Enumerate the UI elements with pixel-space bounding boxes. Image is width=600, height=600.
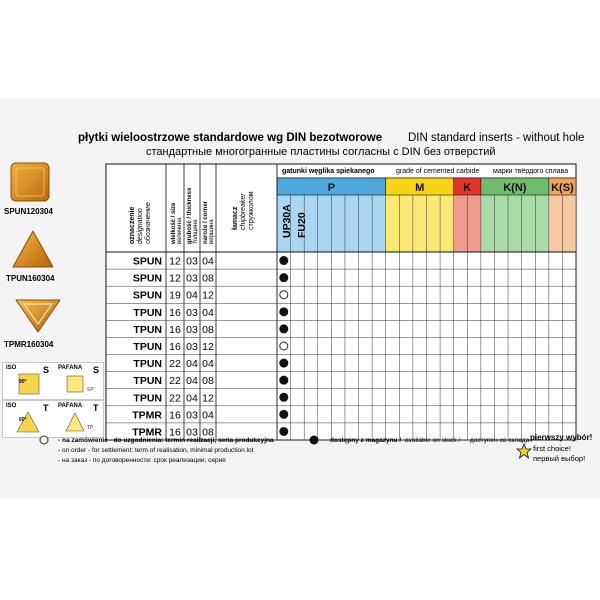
pafana-letter: S xyxy=(93,365,100,375)
stock-dot xyxy=(279,324,288,333)
legend-first-ru: первый выбор! xyxy=(533,454,586,463)
row-size: 12 xyxy=(169,255,181,268)
row-corner: 12 xyxy=(202,289,214,302)
pafana-label: PAFANA xyxy=(58,403,83,409)
header-designation-en: designation xyxy=(137,208,144,244)
legend-first-en: first choice! xyxy=(533,444,571,453)
row-thickness: 04 xyxy=(186,375,198,388)
header-grade-pl: gatunki węglika spiekanego xyxy=(282,168,375,175)
header-corner: naroże / corner xyxy=(203,200,209,244)
header-designation-pl: oznaczenie xyxy=(129,206,136,244)
row-size: 16 xyxy=(169,306,181,319)
row-corner: 04 xyxy=(202,358,214,371)
stock-dot xyxy=(279,256,288,265)
angle-label: 60° xyxy=(19,417,27,423)
row-type: SPUN xyxy=(132,289,162,302)
title-english: DIN standard inserts - without hole xyxy=(408,132,585,144)
grade-column-band xyxy=(481,195,549,252)
row-thickness: 03 xyxy=(186,426,198,439)
legend-order-ru: - на заказ - по договоренности: срок реализации, серия xyxy=(58,457,226,464)
group-header-label: K xyxy=(463,182,472,194)
header-designation-ru: обозначение xyxy=(145,202,152,244)
iso-label: ISO xyxy=(6,365,17,371)
insert-label-tpun: TPUN160304 xyxy=(6,274,55,283)
stock-dot xyxy=(279,307,288,316)
title-polish: płytki wieloostrzowe standardowe wg DIN bezotworowe xyxy=(78,132,383,144)
row-thickness: 03 xyxy=(186,341,198,353)
legend-stock-en: available on stock / xyxy=(405,437,461,444)
row-type: TPUN xyxy=(133,358,162,371)
stock-dot xyxy=(279,410,288,419)
row-thickness: 04 xyxy=(186,289,198,302)
first-choice-star-icon xyxy=(516,443,532,459)
row-size: 22 xyxy=(169,358,181,371)
row-type: TPUN xyxy=(133,306,162,319)
row-type: TPMR xyxy=(132,426,162,439)
row-size: 16 xyxy=(169,341,181,353)
grade-column-band xyxy=(386,195,454,252)
stock-dot xyxy=(279,359,288,368)
group-header-label: K(N) xyxy=(503,182,527,194)
row-size: 16 xyxy=(169,409,181,422)
stock-dot xyxy=(279,376,288,385)
order-circle xyxy=(280,291,288,299)
stock-dot-icon xyxy=(308,434,320,446)
title-russian: стандартные многогранные пластины согласны с DIN без отверстий xyxy=(146,146,496,158)
row-thickness: 03 xyxy=(186,255,198,268)
row-corner: 12 xyxy=(202,341,214,353)
legend-stock-pl: - dostępny z magazynu / xyxy=(326,437,402,444)
pafana-letter: T xyxy=(93,403,99,413)
grade-up30a: UP30A xyxy=(281,204,293,238)
header-grade-en: grade of cemented carbide xyxy=(396,168,480,175)
legend-first-pl: pierwszy wybór! xyxy=(530,433,593,442)
row-thickness: 04 xyxy=(186,358,198,371)
header-chipbreaker-en: chipbreaker xyxy=(240,193,247,230)
insert-label-spun: SPUN120304 xyxy=(4,207,53,216)
grade-fu20: FU20 xyxy=(296,212,308,238)
legend-stock-ru: доступен со склада xyxy=(470,437,530,444)
row-size: 19 xyxy=(169,289,181,302)
group-header-label: K(S) xyxy=(551,182,574,194)
row-type: SPUN xyxy=(132,272,162,285)
stock-dot xyxy=(279,273,288,282)
header-chipbreaker-ru: стружколом xyxy=(248,191,255,230)
row-type: TPUN xyxy=(133,375,162,388)
row-corner: 08 xyxy=(202,272,214,285)
header-size: wielkość / size xyxy=(171,202,177,244)
row-type: SPUN xyxy=(132,255,162,268)
legend-order-pl: - na zamówienie - do uzgodnienia: termin realizacji, seria produkcyjna xyxy=(58,437,274,444)
angle-label: 90° xyxy=(19,379,27,385)
row-corner: 04 xyxy=(202,255,214,268)
row-corner: 08 xyxy=(202,323,214,336)
code-label: TP_ xyxy=(87,425,97,431)
row-type: TPMR xyxy=(132,409,162,422)
row-size: 16 xyxy=(169,426,181,439)
order-circle-icon xyxy=(38,434,50,446)
header-thickness-ru: толщина xyxy=(193,219,199,244)
pafana-label: PAFANA xyxy=(58,365,83,371)
iso-label: ISO xyxy=(6,403,17,409)
row-corner: 04 xyxy=(202,409,214,422)
row-thickness: 03 xyxy=(186,306,198,319)
header-grade-ru: марки твёрдого сплава xyxy=(493,168,569,175)
row-thickness: 03 xyxy=(186,272,198,285)
row-thickness: 04 xyxy=(186,392,198,405)
header-thickness: grubość / thickness xyxy=(187,187,193,244)
row-size: 12 xyxy=(169,272,181,285)
legend-order-en: - on order - for settlement: term of realisation, minimal production lot xyxy=(58,447,254,454)
insert-label-tpmr: TPMR160304 xyxy=(4,340,54,349)
row-corner: 04 xyxy=(202,306,214,319)
group-header-label: M xyxy=(415,182,425,194)
row-size: 22 xyxy=(169,392,181,405)
iso-letter: S xyxy=(43,365,50,375)
iso-letter: T xyxy=(43,403,49,413)
stock-dot xyxy=(279,427,288,436)
row-type: TPUN xyxy=(133,392,162,405)
row-type: TPUN xyxy=(133,323,162,336)
code-label: SP_ xyxy=(87,387,97,393)
row-corner: 12 xyxy=(202,392,214,405)
row-corner: 08 xyxy=(202,426,214,439)
stock-dot xyxy=(279,393,288,402)
header-corner-ru: вершина xyxy=(209,219,215,244)
row-size: 16 xyxy=(169,323,181,336)
header-chipbreaker-pl: łamacz xyxy=(232,206,239,230)
group-header-label: P xyxy=(327,182,336,194)
order-circle xyxy=(280,342,288,350)
row-thickness: 03 xyxy=(186,323,198,336)
row-type: TPUN xyxy=(133,341,162,353)
row-size: 22 xyxy=(169,375,181,388)
header-size-ru: величина xyxy=(177,217,183,244)
row-thickness: 03 xyxy=(186,409,198,422)
row-corner: 08 xyxy=(202,375,214,388)
